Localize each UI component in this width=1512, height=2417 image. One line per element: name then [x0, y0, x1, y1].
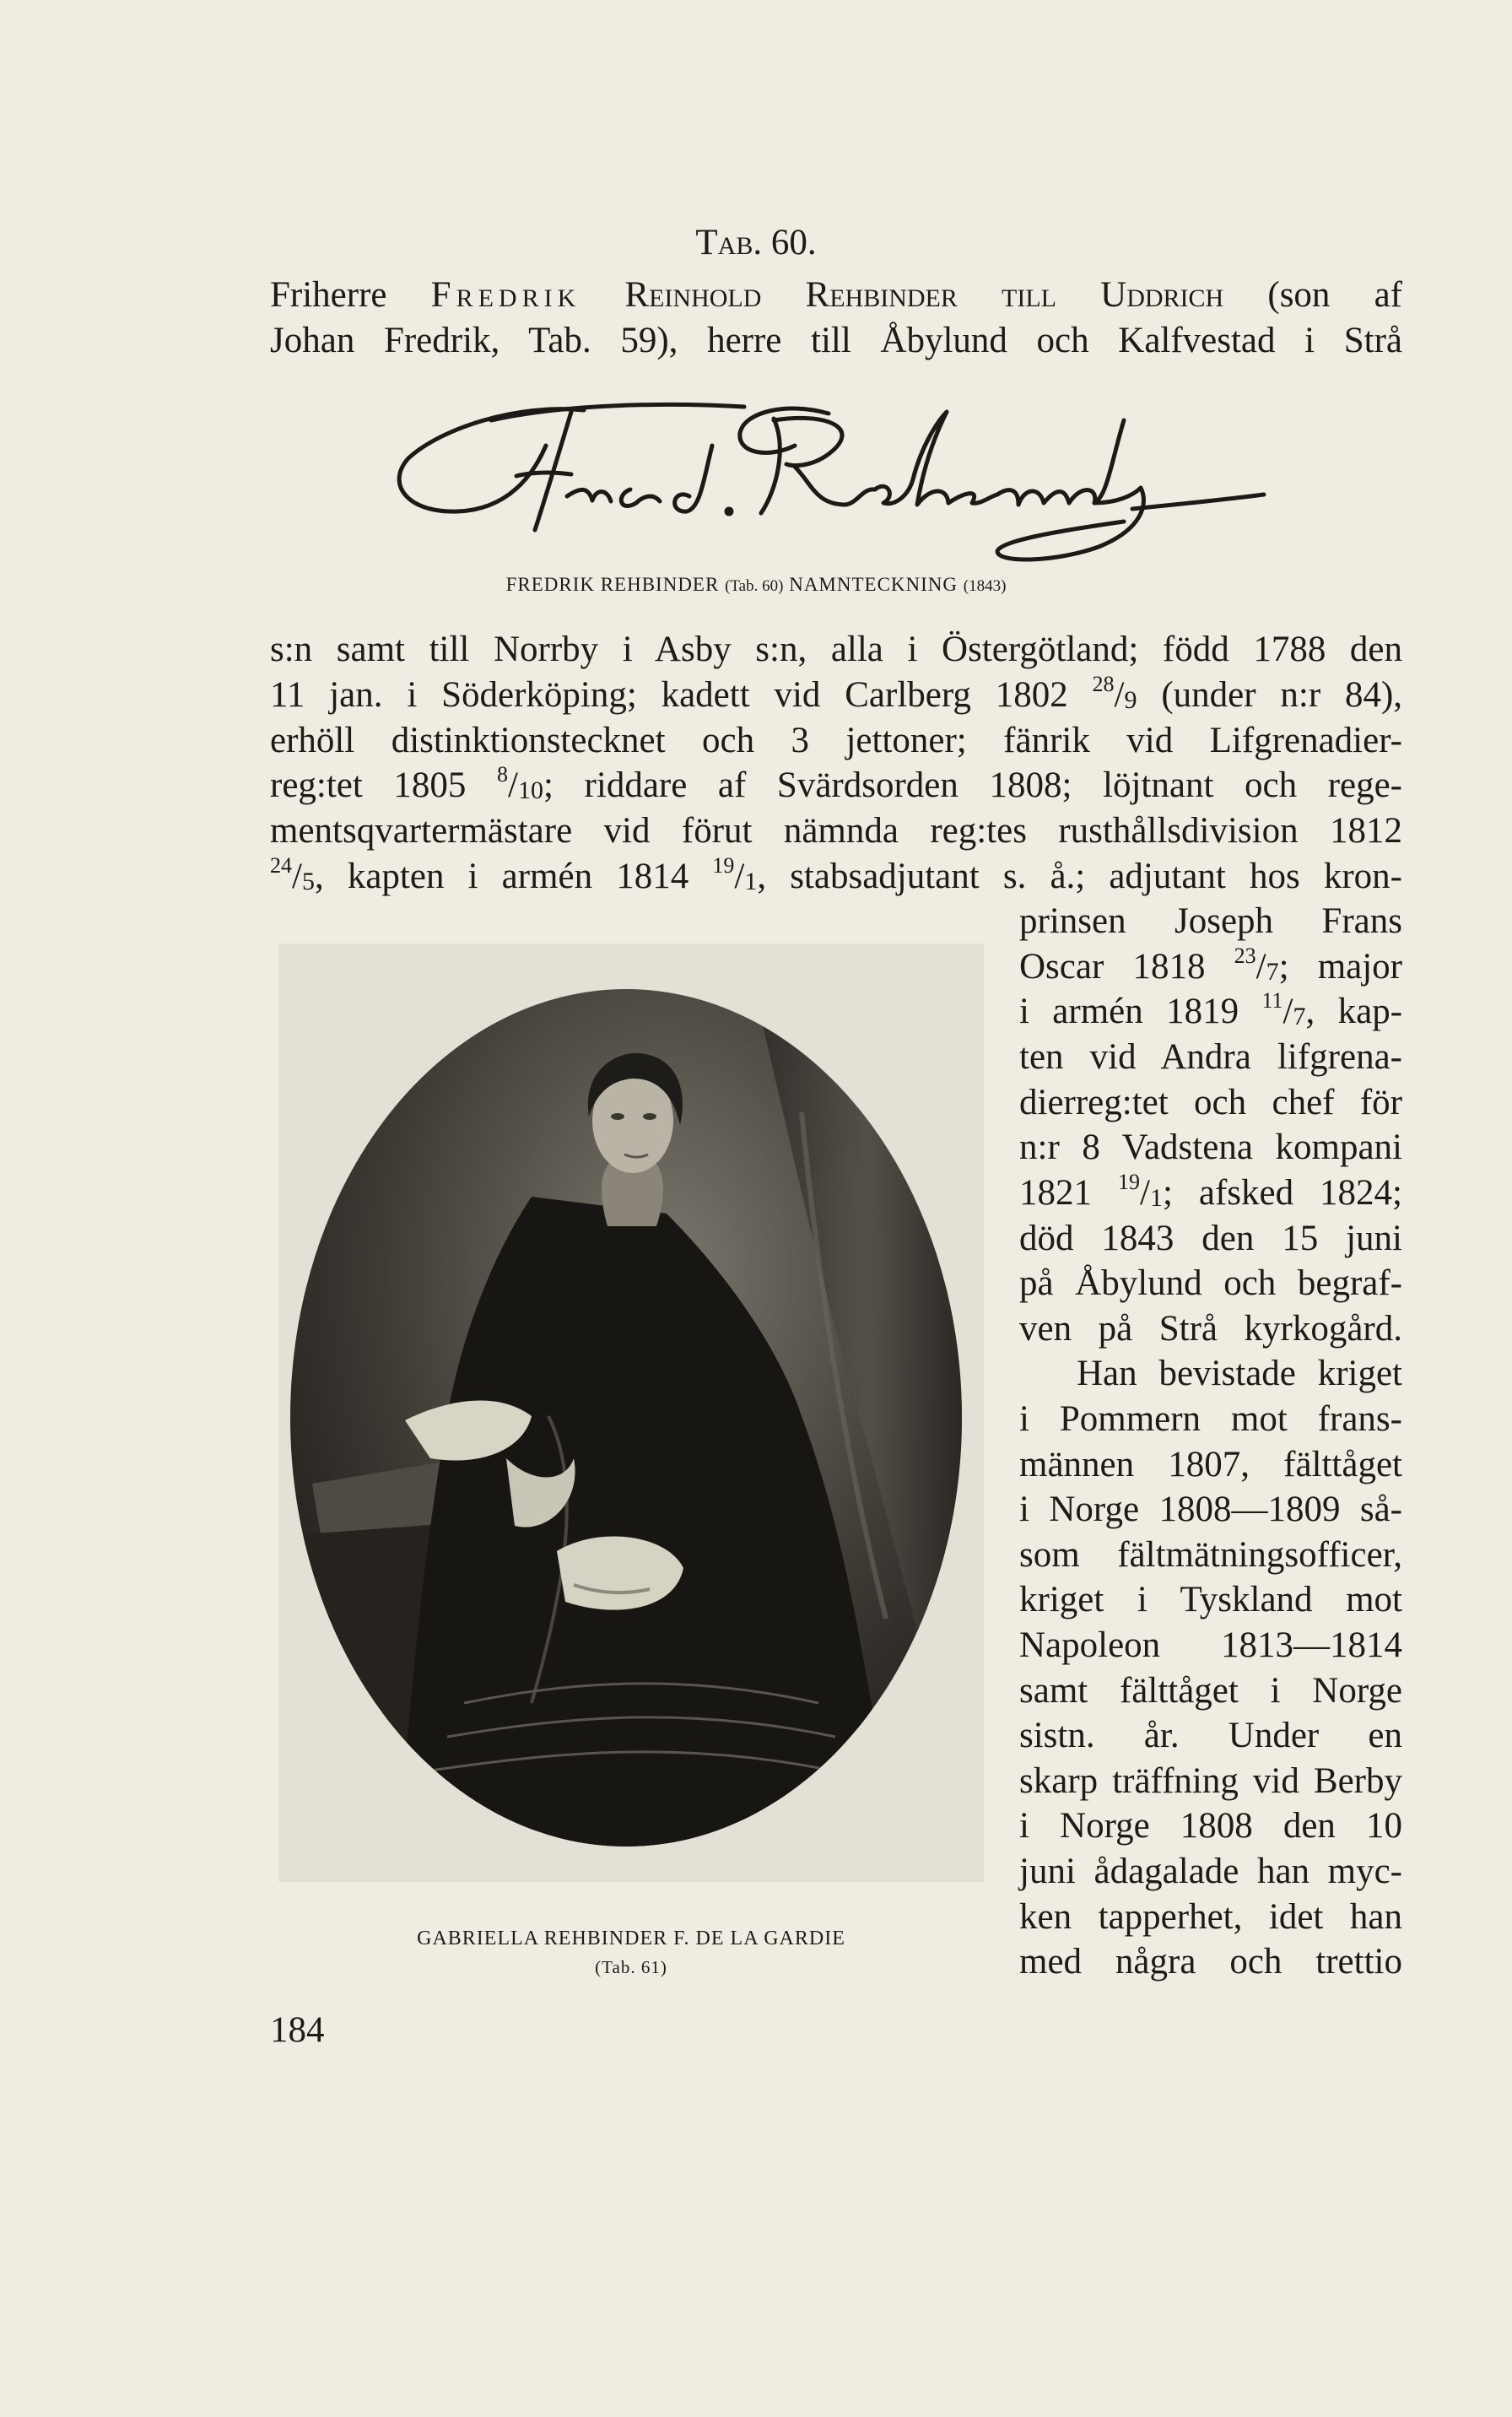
column-line-4: ten vid Andra lifgrena-: [1019, 1037, 1402, 1077]
column-line-21: i Norge 1808 den 10: [1019, 1806, 1402, 1846]
column-line-1: prinsen Joseph Frans: [1019, 901, 1402, 941]
signature-image: [390, 395, 1267, 568]
full-name: Reinhold Rehbinder till Uddrich: [624, 275, 1224, 315]
column-line-6: n:r 8 Vadstena kompani: [1019, 1127, 1402, 1167]
column-line-9: på Åbylund och begraf-: [1019, 1263, 1402, 1303]
column-line-18: samt fälttåget i Norge: [1019, 1671, 1402, 1711]
tab-heading: [0, 221, 1512, 265]
body-line-4: reg:tet 1805 $^8/_{10}$; riddare af Svärdsorden 1808; löjtnant och rege-: [270, 762, 1402, 805]
page-number: 184: [270, 2010, 325, 2050]
intro-line-2: Johan Fredrik, Tab. 59), herre till Åbylund och Kalfvestad i Strå: [270, 321, 1402, 360]
given-name: Fredrik: [430, 275, 581, 315]
column-line-10: ven på Strå kyrkogård.: [1019, 1309, 1402, 1349]
handwritten-signature: [390, 395, 1267, 568]
column-line-5: dierreg:tet och chef för: [1019, 1083, 1402, 1122]
column-line-12: i Pommern mot frans-: [1019, 1399, 1402, 1439]
column-line-19: sistn. år. Under en: [1019, 1716, 1402, 1755]
intro-line-1: Friherre Fredrik Reinhold Rehbinder till Uddrich (son af: [270, 275, 1402, 315]
photo-caption-line-1: GABRIELLA REHBINDER F. DE LA GARDIE: [417, 1928, 845, 1949]
column-line-2: Oscar 1818 $^{23}/_7$; major: [1019, 944, 1402, 987]
column-line-17: Napoleon 1813—1814: [1019, 1625, 1402, 1665]
column-line-22: juni ådagalade han myc-: [1019, 1852, 1402, 1891]
column-line-15: som fältmätningsofficer,: [1019, 1535, 1402, 1575]
column-line-24: med några och trettio: [1019, 1942, 1402, 1982]
signature-caption: FREDRIK REHBINDER (Tab. 60) NAMNTECKNING (1843): [505, 574, 1007, 595]
column-line-11: Han bevistade kriget: [1077, 1354, 1402, 1393]
column-line-8: död 1843 den 15 juni: [1019, 1219, 1402, 1258]
tab-abbr: Tab.: [695, 223, 763, 262]
body-line-5: mentsqvartermästare vid förut nämnda reg:tes rusthållsdivision 1812: [270, 811, 1402, 851]
tab-number: 60.: [770, 223, 817, 262]
body-line-1: s:n samt till Norrby i Asby s:n, alla i Östergötland; född 1788 den: [270, 630, 1402, 669]
body-line-2: 11 jan. i Söderköping; kadett vid Carlberg 1802 $^{28}/_9$ (under n:r 84),: [270, 672, 1403, 715]
portrait-photo: [278, 944, 984, 1882]
portrait-image: [278, 944, 984, 1882]
photo-caption-line-2: (Tab. 61): [595, 1957, 667, 1977]
column-line-13: männen 1807, fälttåget: [1019, 1445, 1402, 1484]
body-line-3: erhöll distinktionstecknet och 3 jettoner; fänrik vid Lifgrenadier-: [270, 721, 1402, 760]
column-line-23: ken tapperhet, idet han: [1019, 1897, 1402, 1937]
body-line-6: $^{24}/_5$, kapten i armén 1814 $^{19}/_1$, stabsadjutant s. å.; adjutant hos kron-: [270, 853, 1402, 896]
photo-caption: [278, 1924, 984, 1982]
column-line-20: skarp träffning vid Berby: [1019, 1761, 1402, 1801]
column-line-14: i Norge 1808—1809 så-: [1019, 1490, 1402, 1529]
column-line-3: i armén 1819 $^{11}/_7$, kap-: [1019, 988, 1403, 1031]
column-line-16: kriget i Tyskland mot: [1019, 1580, 1402, 1619]
column-line-7: 1821 $^{19}/_1$; afsked 1824;: [1019, 1170, 1403, 1213]
